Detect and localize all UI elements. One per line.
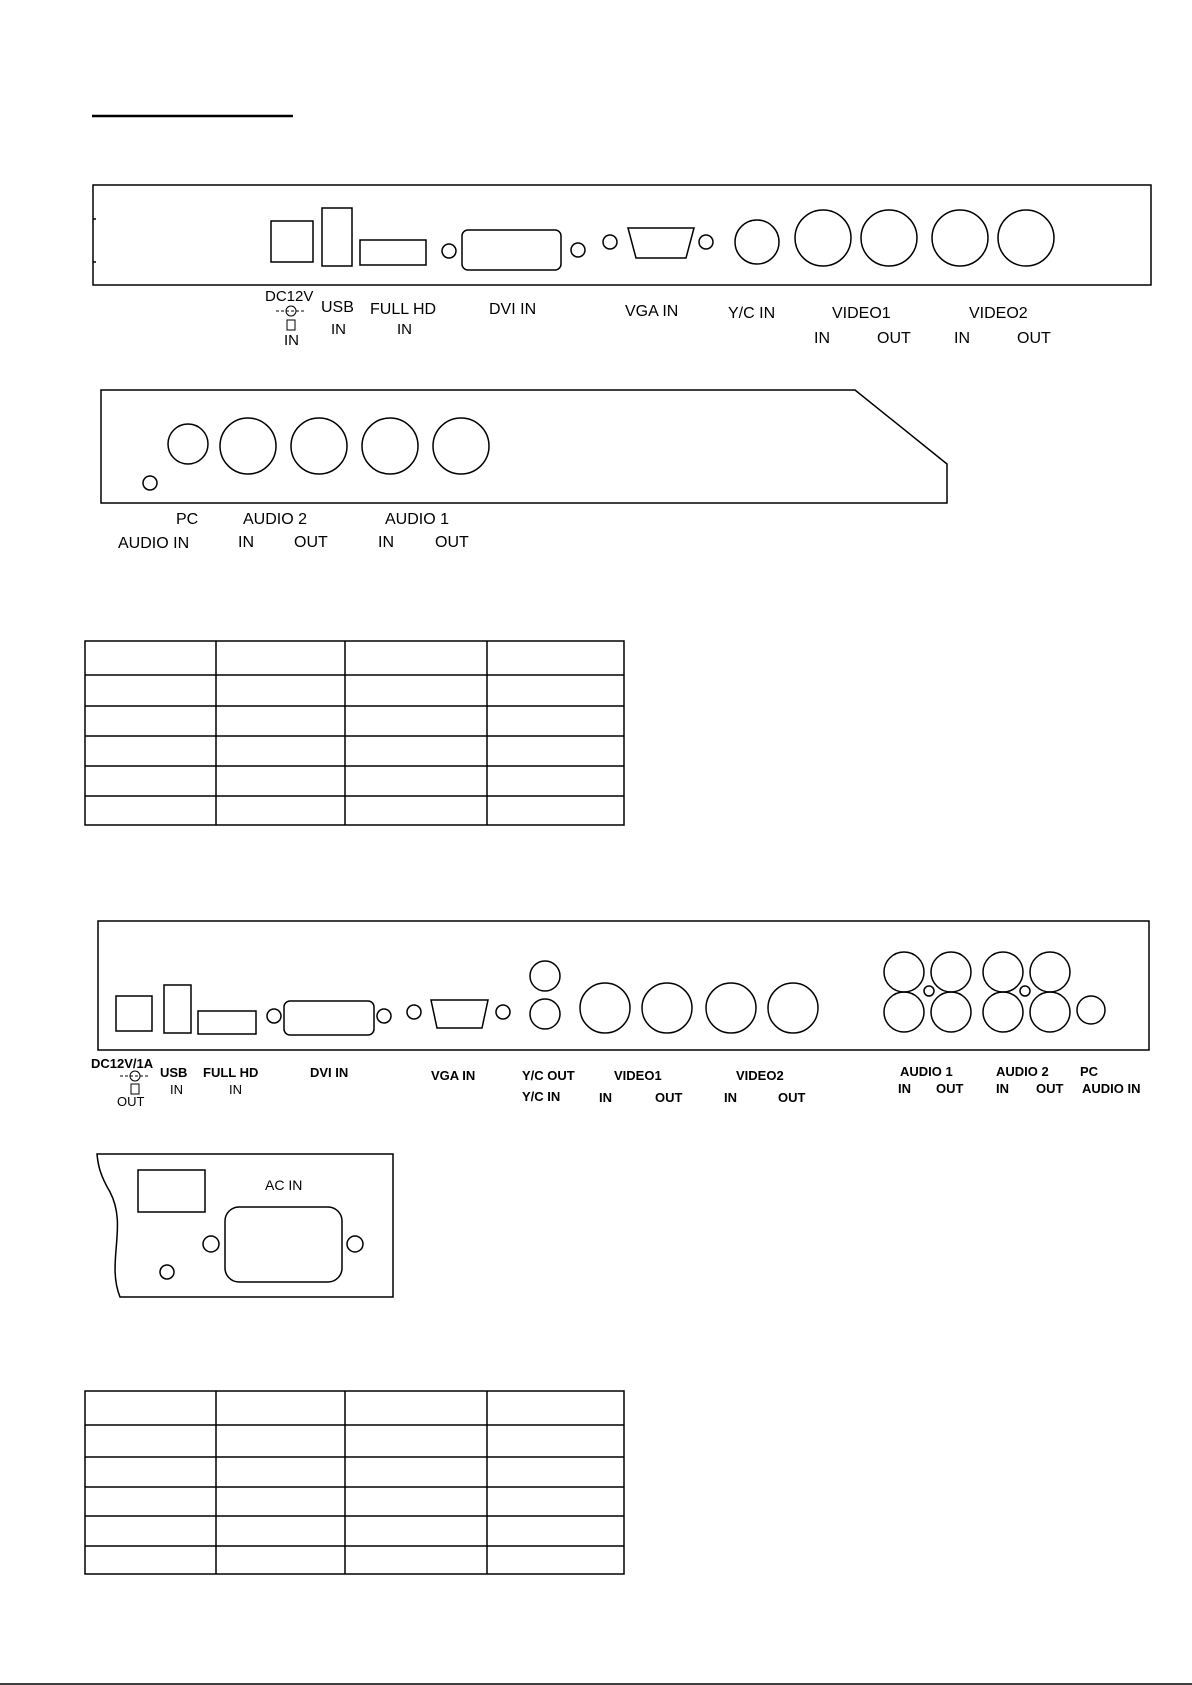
pc-sub-label: AUDIO IN [118, 535, 190, 552]
audio2-label: AUDIO 2 [996, 1064, 1049, 1079]
dc-label: DC12V [265, 288, 314, 305]
yc-out-label: Y/C OUT [522, 1068, 575, 1083]
panel1-outline [93, 185, 1151, 285]
audio2-in-label: IN [238, 534, 254, 551]
audio1-out-top-port-icon [931, 952, 971, 992]
usb-sub-label: IN [170, 1082, 183, 1097]
audio2-out-port-icon [1030, 992, 1070, 1032]
pc-audio-in-port-icon [168, 424, 208, 464]
ac-inlet-icon [225, 1207, 342, 1282]
audio1-in-label: IN [898, 1081, 911, 1096]
yc-out-port-icon [530, 961, 560, 991]
panel2-outline [101, 390, 947, 503]
audio1-out-label: OUT [936, 1081, 964, 1096]
usb-port-icon [322, 208, 352, 266]
pc-label: PC [176, 511, 199, 528]
audio1-label: AUDIO 1 [385, 511, 450, 528]
dvi-label: DVI IN [489, 301, 537, 318]
video2-label: VIDEO2 [736, 1068, 784, 1083]
audio2-out-label: OUT [1036, 1081, 1064, 1096]
video1-out-label: OUT [655, 1090, 683, 1105]
usb-label: USB [160, 1065, 188, 1080]
ac-in-label: AC IN [265, 1177, 303, 1193]
audio2-out-top-port-icon [1030, 952, 1070, 992]
audio2-in-port-icon [983, 992, 1023, 1032]
audio2-out-label: OUT [294, 534, 328, 551]
video1-out-label: OUT [877, 330, 911, 347]
video1-out-port-icon [642, 983, 692, 1033]
power-switch-icon [138, 1170, 205, 1212]
audio1-in-port-icon [362, 418, 418, 474]
panel4-outline [97, 1154, 393, 1297]
usb-port-icon [164, 985, 191, 1033]
dvi-port-icon [284, 1001, 374, 1035]
video1-label: VIDEO1 [832, 305, 891, 322]
video1-in-port-icon [580, 983, 630, 1033]
yc-label: Y/C IN [728, 305, 776, 322]
video1-out-port-icon [861, 210, 917, 266]
audio1-out-port-icon [433, 418, 489, 474]
audio1-in-port-icon [884, 992, 924, 1032]
video1-in-label: IN [599, 1090, 612, 1105]
video1-in-port-icon [795, 210, 851, 266]
audio1-out-port-icon [931, 992, 971, 1032]
audio2-in-label: IN [996, 1081, 1009, 1096]
vga-port-icon [628, 228, 694, 258]
audio2-in-top-port-icon [983, 952, 1023, 992]
video2-label: VIDEO2 [969, 305, 1028, 322]
video2-out-label: OUT [778, 1090, 806, 1105]
fullhd-label: FULL HD [203, 1065, 259, 1080]
yc-in-port-icon [735, 220, 779, 264]
vga-port-icon [431, 1000, 488, 1028]
pc-audio-in-port-icon [1077, 996, 1105, 1024]
video2-out-port-icon [998, 210, 1054, 266]
dc-out-label: DC12V/1A [91, 1056, 154, 1071]
audio1-in-top-port-icon [884, 952, 924, 992]
dc-out-jack-icon [116, 996, 152, 1031]
dc-sub-label: IN [284, 332, 299, 349]
video1-in-label: IN [814, 330, 830, 347]
fullhd-sub-label: IN [397, 321, 412, 338]
yc-in-port-icon [530, 999, 560, 1029]
pc-label: PC [1080, 1064, 1099, 1079]
yc-in-label: Y/C IN [522, 1089, 561, 1104]
fullhd-label: FULL HD [370, 301, 437, 318]
vga-label: VGA IN [431, 1068, 476, 1083]
dvi-label: DVI IN [310, 1065, 349, 1080]
audio2-label: AUDIO 2 [243, 511, 308, 528]
vga-label: VGA IN [625, 303, 679, 320]
dc-jack-icon [271, 221, 313, 262]
table1-grid [85, 641, 624, 825]
usb-sub-label: IN [331, 321, 346, 338]
audio1-in-label: IN [378, 534, 394, 551]
audio2-out-port-icon [291, 418, 347, 474]
dc-out-sub-label: OUT [117, 1094, 145, 1109]
table2-grid [85, 1391, 624, 1574]
video2-in-label: IN [954, 330, 970, 347]
video2-out-label: OUT [1017, 330, 1051, 347]
video2-in-port-icon [932, 210, 988, 266]
fullhd-port-icon [198, 1011, 256, 1034]
fullhd-sub-label: IN [229, 1082, 242, 1097]
pc-sub-label: AUDIO IN [1082, 1081, 1141, 1096]
fullhd-port-icon [360, 240, 426, 265]
audio1-out-label: OUT [435, 534, 469, 551]
video1-label: VIDEO1 [614, 1068, 662, 1083]
video2-in-label: IN [724, 1090, 737, 1105]
video2-out-port-icon [768, 983, 818, 1033]
audio2-in-port-icon [220, 418, 276, 474]
dvi-port-icon [462, 230, 561, 270]
video2-in-port-icon [706, 983, 756, 1033]
usb-label: USB [321, 299, 354, 316]
audio1-label: AUDIO 1 [900, 1064, 953, 1079]
